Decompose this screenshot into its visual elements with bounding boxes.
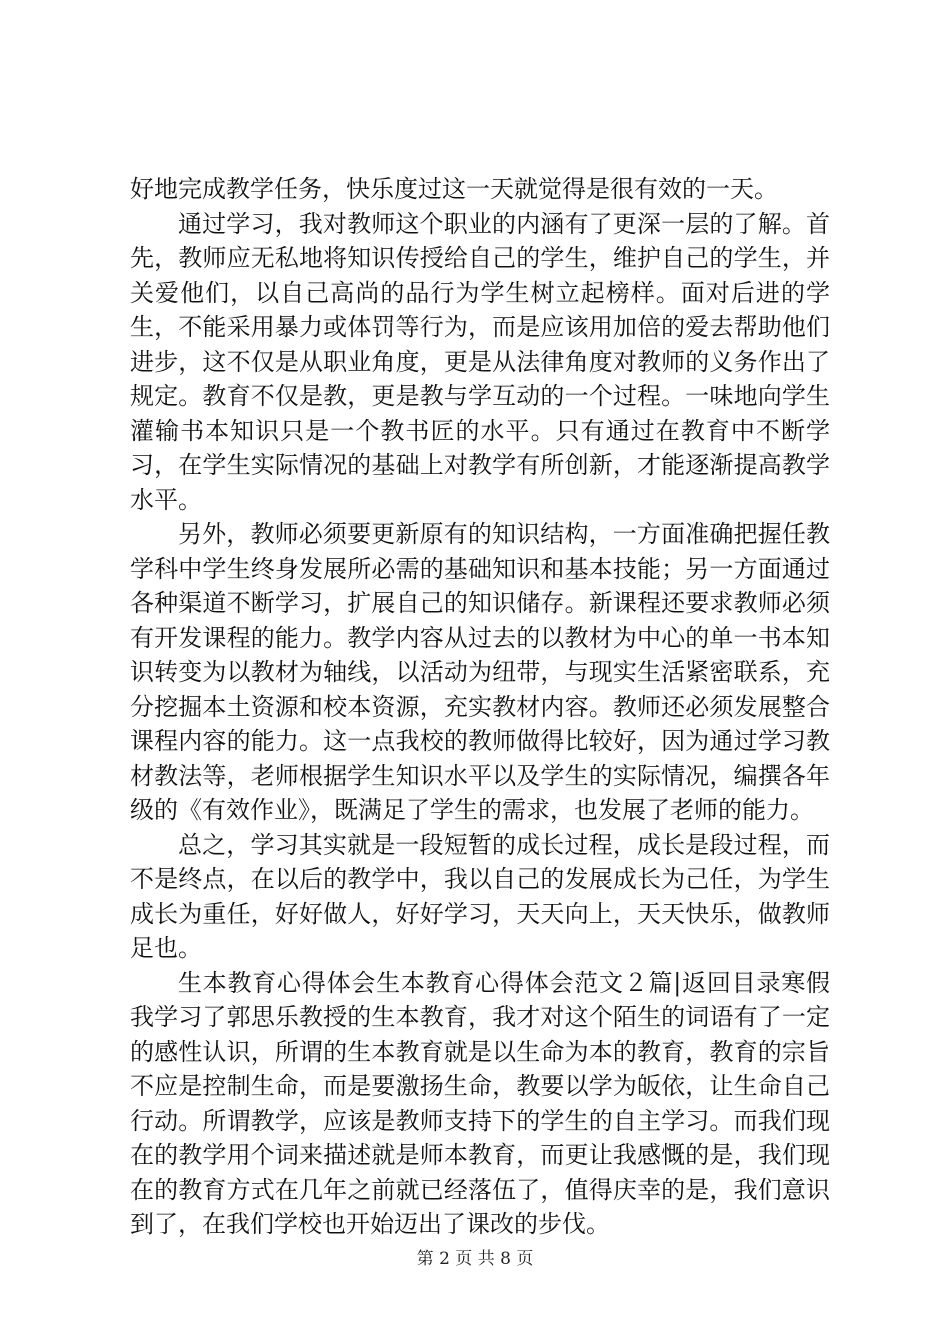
paragraph-continuation: 好地完成教学任务，快乐度过这一天就觉得是很有效的一天。 xyxy=(130,175,778,203)
document-body xyxy=(130,172,830,1242)
paragraph-student-centered-education: 生本教育心得体会生本教育心得体会范文２篇|返回目录寒假我学习了郭思乐教授的生本教育，我才对这个陌生的词语有了一定的感性认识，所谓的生本教育就是以生命为本的教育，教育的宗旨不应是控制生命，而是要激扬生命，教要以学为皈依，让生命自己行动。所谓教学，应该是教师支持下的学生的自主学习。而我们现在的教学用个词来描述就是师本教育，而更让我感慨的是，我们现在的教育方式在几年之前就已经落伍了，值得庆幸的是，我们意识到了，在我们学校也开始迈出了课改的步伐。 xyxy=(130,968,830,1238)
paragraph-conclusion: 总之，学习其实就是一段短暂的成长过程，成长是段过程，而不是终点，在以后的教学中，我以自己的发展成长为己任，为学生成长为重任，好好做人，好好学习，天天向上，天天快乐，做教师足也。 xyxy=(130,830,830,962)
paragraph-knowledge-structure: 另外，教师必须要更新原有的知识结构，一方面准确把握任教学科中学生终身发展所必需的基础知识和基本技能；另一方面通过各种渠道不断学习，扩展自己的知识储存。新课程还要求教师必须有开发课程的能力。教学内容从过去的以教材为中心的单一书本知识转变为以教材为轴线，以活动为纽带，与现实生活紧密联系，充分挖掘本土资源和校本资源，充实教材内容。教师还必须发展整合课程内容的能力。这一点我校的教师做得比较好，因为通过学习教材教法等，老师根据学生知识水平以及学生的实际情况，编撰各年级的《有效作业》，既满足了学生的需求，也发展了老师的能力。 xyxy=(130,520,830,824)
paragraph-teacher-role: 通过学习，我对教师这个职业的内涵有了更深一层的了解。首先，教师应无私地将知识传授给自己的学生，维护自己的学生，并关爱他们，以自己高尚的品行为学生树立起榜样。面对后进的学生，不能采用暴力或体罚等行为，而是应该用加倍的爱去帮助他们进步，这不仅是从职业角度，更是从法律角度对教师的义务作出了规定。教育不仅是教，更是教与学互动的一个过程。一味地向学生灌输书本知识只是一个教书匠的水平。只有通过在教育中不断学习，在学生实际情况的基础上对教学有所创新，才能逐渐提高教学水平。 xyxy=(130,209,830,514)
page-footer: 第 2 页 共 8 页 xyxy=(416,1249,534,1269)
